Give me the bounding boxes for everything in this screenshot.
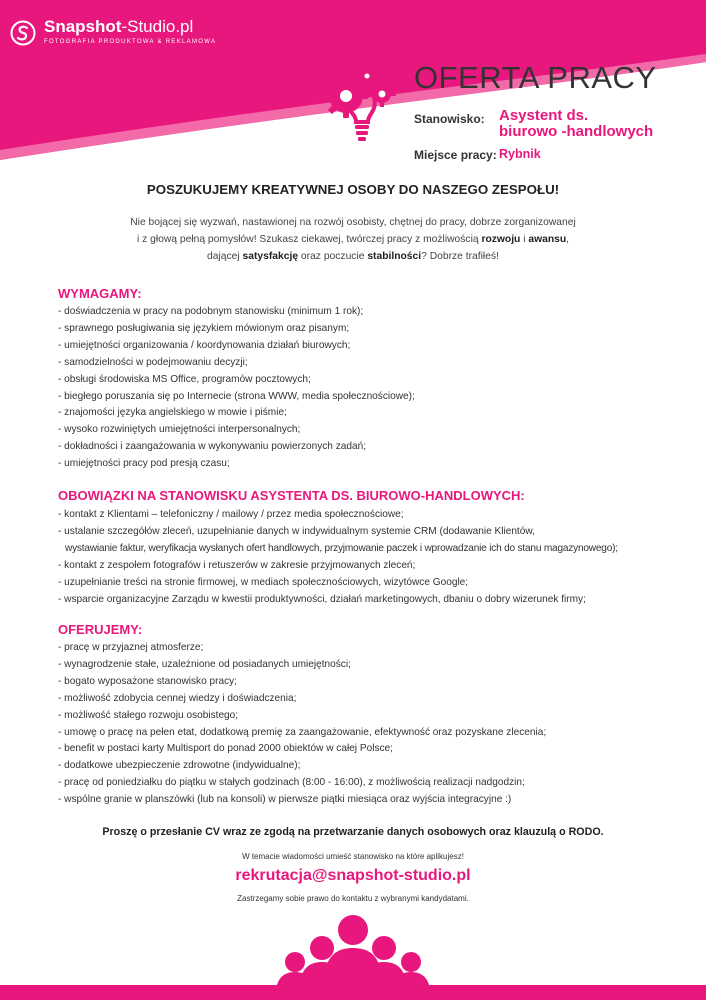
list-item: - benefit w postaci karty Multisport do ponad 2000 obiektów w całej Polsce; (58, 743, 393, 755)
list-item: - wysoko rozwiniętych umiejętności interpersonalnych; (58, 424, 301, 436)
requirements-list (58, 304, 415, 473)
intro-text: dającej (207, 251, 243, 262)
brand-tagline: FOTOGRAFIA PRODUKTOWA & REKLAMOWA (44, 39, 217, 45)
lightbulb-gears-icon (318, 66, 400, 148)
intro-text: oraz poczucie (298, 251, 368, 262)
requirements-title: WYMAGAMY: (58, 286, 142, 301)
list-item: - pracę w przyjaznej atmosferze; (58, 642, 204, 653)
reserve-note: Zastrzegamy sobie prawo do kontaktu z wybranymi kandydatami. (237, 894, 469, 903)
list-item: - umiejętności pracy pod presją czasu; (58, 458, 230, 470)
intro-text: , (566, 234, 570, 245)
brand-name: Snapshot (44, 17, 122, 36)
duties-list (58, 507, 618, 608)
list-item: - możliwość zdobycia cennej wiedzy i doświadczenia; (58, 692, 297, 704)
list-item: - biegłego poruszania się po Internecie (strona WWW, media społecznościowe); (58, 390, 415, 402)
list-item: - pracę od poniedziałku do piątku w stałych godzinach (8:00 - 16:00), z możliwością realizacji nadgodzin; (58, 777, 525, 789)
position-value-line2: biurowo -handlowych (499, 123, 654, 140)
headline: POSZUKUJEMY KREATYWNEJ OSOBY DO NASZEGO ZESPOŁU! (146, 182, 560, 197)
list-item: - umiejętności organizowania / koordynowania działań biurowych; (58, 339, 351, 351)
list-item: - uzupełnianie treści na stronie firmowej, w mediach społecznościowych, wizytówce Google; (58, 576, 469, 588)
footer-bar (0, 985, 706, 1000)
intro-highlight: stabilności (367, 251, 422, 262)
intro-text: ? Dobrze trafiłeś! (421, 251, 499, 262)
intro-paragraph (90, 214, 616, 265)
list-item: - kontakt z zespołem fotografów i retuszerów w zakresie przyjmowanych zleceń; (58, 559, 416, 571)
duties-title: OBOWIĄZKI NA STANOWISKU ASYSTENTA DS. BIUROWO-HANDLOWYCH: (58, 488, 525, 503)
list-item: - umowę o pracę na pełen etat, dodatkową premię za zaangażowanie, efektywność oraz pozyskane zlecenia; (58, 726, 547, 738)
list-item: - dokładności i zaangażowania w wykonywaniu powierzonych zadań; (58, 441, 367, 453)
offer-title: OFERTA PRACY (414, 60, 657, 95)
list-item: wystawianie faktur, weryfikacja wysłanych ofert handlowych, przyjmowanie paczek i wprowadzanie ich do stanu magazynowego); (65, 542, 618, 554)
intro-text: i (520, 234, 529, 245)
list-item: - ustalanie szczegółów zleceń, uzupełnianie danych w indywidualnym systemie CRM (dodawanie Klientów, (58, 525, 535, 537)
list-item: - wynagrodzenie stałe, uzależnione od posiadanych umiejętności; (58, 658, 351, 670)
contact-email-link[interactable]: rekrutacja@snapshot-studio.pl (235, 867, 471, 884)
logo-mark-icon (10, 20, 36, 46)
benefits-list (58, 640, 546, 809)
intro-line-1: Nie bojącej się wyzwań, nastawionej na rozwój osobisty, chętnej do pracy, dobrze zorganizowanej (130, 217, 576, 228)
list-item: - samodzielności w podejmowaniu decyzji; (58, 356, 248, 368)
benefits-title: OFERUJEMY: (58, 622, 143, 637)
intro-highlight: awansu (528, 234, 567, 245)
subject-note: W temacie wiadomości umieść stanowisko na które aplikujesz! (242, 852, 464, 861)
location-label: Miejsce pracy: (414, 148, 497, 162)
intro-highlight: rozwoju (481, 234, 521, 245)
list-item: - sprawnego posługiwania się językiem mówionym oraz pisanym; (58, 322, 350, 334)
list-item: - kontakt z Klientami – telefoniczny / mailowy / przez media społecznościowe; (58, 509, 404, 520)
list-item: - dodatkowe ubezpieczenie zdrowotne (indywidualne); (58, 760, 301, 772)
list-item: - obsługi środowiska MS Office, programów pocztowych; (58, 373, 311, 385)
intro-text: i z głową pełną pomysłów! Szukasz ciekawej, twórczej pracy z możliwością (136, 234, 482, 245)
brand-logo[interactable] (10, 18, 216, 47)
list-item: - wsparcie organizacyjne Zarządu w kwestii produktywności, działań marketingowych, dbaniu o dobry wizerunek firmy; (58, 593, 586, 605)
cv-note: Proszę o przesłanie CV wraz ze zgodą na przetwarzanie danych osobowych oraz klauzulą o RODO. (102, 826, 604, 838)
brand-name-suffix: -Studio.pl (121, 17, 194, 36)
list-item: - znajomości języka angielskiego w mowie i piśmie; (58, 407, 287, 419)
location-value: Rybnik (499, 147, 541, 161)
list-item: - wspólne granie w planszówki (lub na konsoli) w pierwsze piątki miesiąca oraz wyjścia integracyjne :) (58, 794, 512, 806)
position-value-line1: Asystent ds. (499, 107, 589, 124)
position-label: Stanowisko: (414, 112, 485, 126)
list-item: - doświadczenia w pracy na podobnym stanowisku (minimum 1 rok); (58, 306, 364, 317)
intro-highlight: satysfakcję (242, 251, 299, 262)
list-item: - bogato wyposażone stanowisko pracy; (58, 675, 237, 687)
list-item: - możliwość stałego rozwoju osobistego; (58, 709, 239, 721)
